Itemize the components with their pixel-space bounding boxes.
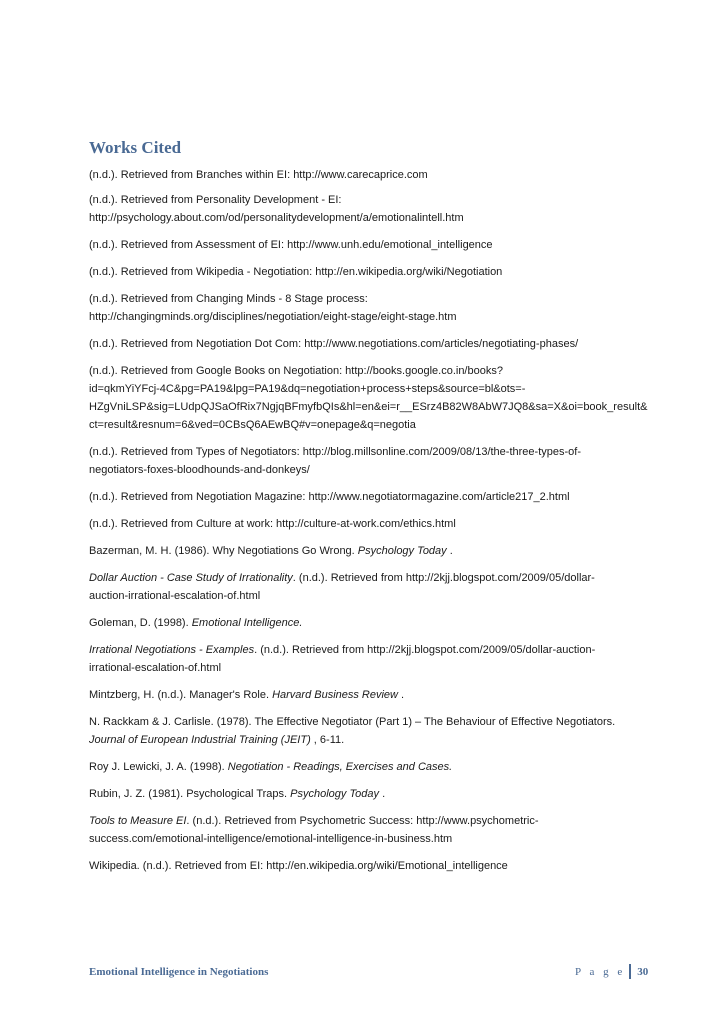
- reference-text: (n.d.). Retrieved from Google Books on Negotiation: http://books.google.co.in/books? id=qkmYiYFcj-4C&pg=PA19&lpg=PA19&dq=negotiation+process+steps&source=bl&ots=- HZgVniLSP&sig=LUdpQJSaOfRix7NgjqBFmyfbQIs&hl=en&ei=r__ESrz4B82W8AbW7JQ8&sa=X&oi=book_result& ct=result&resnum=6&ved=0CBsQ6AEwBQ#v=onepage&q=negotia: [89, 365, 648, 431]
- reference-tail: . (n.d.). Retrieved from http://2kjj.blogspot.com/2009/05/dollar- auction-irrational-escalation-of.html: [89, 572, 595, 602]
- page-label: P a g e: [575, 965, 626, 978]
- reference-text: Mintzberg, H. (n.d.). Manager's Role.: [89, 689, 273, 701]
- reference-text: Wikipedia. (n.d.). Retrieved from EI: http://en.wikipedia.org/wiki/Emotional_intelligence: [89, 860, 508, 872]
- reference-item: [89, 569, 664, 605]
- reference-text: N. Rackkam & J. Carlisle. (1978). The Effective Negotiator (Part 1) – The Behaviour of Effective Negotiators.: [89, 716, 616, 728]
- reference-title: Harvard Business Review: [272, 689, 398, 701]
- reference-text: (n.d.). Retrieved from Wikipedia - Negotiation: http://en.wikipedia.org/wiki/Negotiation: [89, 266, 503, 278]
- reference-item: [89, 166, 664, 184]
- reference-item: [89, 542, 664, 560]
- reference-item: [89, 335, 664, 353]
- reference-item: [89, 812, 664, 848]
- reference-item: [89, 263, 664, 281]
- reference-text: (n.d.). Retrieved from Negotiation Magazine: http://www.negotiatormagazine.com/article217_2.html: [89, 491, 570, 503]
- reference-text: (n.d.). Retrieved from Personality Development - EI: http://psychology.about.com/od/personalitydevelopment/a/emotionalintell.htm: [89, 194, 464, 224]
- reference-title: Journal of European Industrial Training (JEIT): [89, 734, 311, 746]
- reference-tail: .: [398, 689, 405, 701]
- works-cited-heading: Works Cited: [89, 138, 182, 157]
- reference-tail: , 6-11.: [310, 734, 345, 746]
- reference-text: (n.d.). Retrieved from Negotiation Dot Com: http://www.negotiations.com/articles/negotiating-phases/: [89, 338, 579, 350]
- page-separator: [629, 964, 631, 979]
- reference-item: [89, 686, 664, 704]
- reference-item: [89, 515, 664, 533]
- reference-title: Irrational Negotiations - Examples: [89, 644, 255, 656]
- reference-title: Negotiation - Readings, Exercises and Cases.: [227, 761, 453, 773]
- footer-document-title: Emotional Intelligence in Negotiations: [89, 966, 269, 978]
- reference-item: [89, 785, 664, 803]
- reference-item: [89, 713, 664, 749]
- reference-tail: .: [379, 788, 386, 800]
- reference-text: (n.d.). Retrieved from Assessment of EI: http://www.unh.edu/emotional_intelligence: [89, 239, 493, 251]
- reference-text: Rubin, J. Z. (1981). Psychological Traps.: [89, 788, 291, 800]
- reference-title: Tools to Measure EI: [89, 815, 187, 827]
- reference-text: Goleman, D. (1998).: [89, 617, 192, 629]
- reference-item: [89, 290, 664, 326]
- reference-text: (n.d.). Retrieved from Changing Minds - 8 Stage process: http://changingminds.org/disciplines/negotiation/eight-stage/eight-stage.htm: [89, 293, 457, 323]
- reference-item: [89, 236, 664, 254]
- reference-item: [89, 614, 664, 632]
- reference-item: [89, 362, 664, 434]
- reference-text: (n.d.). Retrieved from Branches within EI: http://www.carecaprice.com: [89, 169, 428, 181]
- reference-text: Roy J. Lewicki, J. A. (1998).: [89, 761, 228, 773]
- reference-item: [89, 857, 664, 875]
- footer-page-indicator: [575, 964, 648, 979]
- reference-item: [89, 443, 664, 479]
- reference-item: [89, 758, 664, 776]
- reference-tail: . (n.d.). Retrieved from Psychometric Success: http://www.psychometric- success.com/emotional-intelligence/emotional-intelligence-in-business.htm: [89, 815, 539, 845]
- reference-tail: .: [446, 545, 453, 557]
- reference-title: Dollar Auction - Case Study of Irrationality: [89, 572, 293, 584]
- reference-tail: . (n.d.). Retrieved from http://2kjj.blogspot.com/2009/05/dollar-auction- irrational-escalation-of.html: [89, 644, 596, 674]
- reference-text: (n.d.). Retrieved from Types of Negotiators: http://blog.millsonline.com/2009/08/13/the-three-types-of- negotiators-foxes-bloodhounds-and-donkeys/: [89, 446, 581, 476]
- reference-item: [89, 641, 664, 677]
- reference-text: (n.d.). Retrieved from Culture at work: http://culture-at-work.com/ethics.html: [89, 518, 456, 530]
- reference-list: [89, 166, 664, 884]
- reference-title: Psychology Today: [357, 545, 447, 557]
- reference-text: Bazerman, M. H. (1986). Why Negotiations Go Wrong.: [89, 545, 358, 557]
- reference-item: [89, 488, 664, 506]
- page-number: 30: [637, 965, 649, 978]
- reference-title: Psychology Today: [290, 788, 380, 800]
- reference-item: [89, 191, 664, 227]
- reference-title: Emotional Intelligence.: [191, 617, 303, 629]
